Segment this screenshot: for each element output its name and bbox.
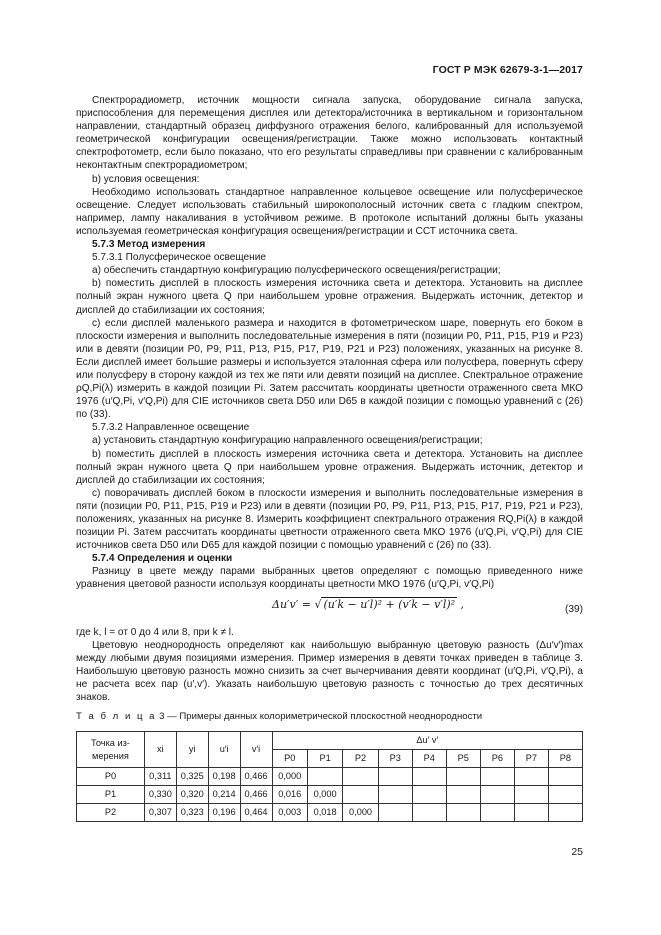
- row-label: P1: [77, 786, 145, 804]
- cell-d-p8: [548, 768, 582, 786]
- cell-d-p6: [480, 786, 514, 804]
- header-p5: P5: [446, 750, 480, 768]
- item-a-hemispherical: a) обеспечить стандартную конфигурацию полусферического освещения/регистрации;: [92, 265, 501, 277]
- cell-d-p1: [307, 768, 342, 786]
- paragraph-color-difference: Разницу в цвете между парами выбранных цветов определяют с помощью приведенного ниже уравнения цветовой разности используя координаты цветности МКО 1976 (u′Q,Pi, v′Q,Pi): [76, 566, 583, 591]
- header-p2: P2: [343, 750, 378, 768]
- cell-d-p8: [548, 804, 582, 822]
- cell-x: 0,330: [144, 786, 176, 804]
- cell-d-p7: [514, 804, 548, 822]
- header-y: yi: [176, 732, 208, 768]
- cell-d-p7: [514, 768, 548, 786]
- section-heading-5-7-3: 5.7.3 Метод измерения: [92, 239, 206, 251]
- header-u: u′i: [208, 732, 240, 768]
- item-c-hemispherical: c) если дисплей маленького размера и находится в фотометрическом шаре, повернуть его боком в плоскости измерения и выполнить последовательные измерения в пяти (позиции P0, P11, P15, P19 и P23) или в девяти (позиции P0, P9, P11, P13, P15, P17, P19, P21 и P23) положениях, указанных на рисунке 8. Если дисплей имеет большие размеры и используется эталонная сфера или полусфера, повернуть сферу или полусферу в сторону каждой из тех же пяти или девяти позиций на дисплее. Спектральное отражение ρQ,Pi(λ) измерить в каждой позиции Pi. Затем рассчитать координаты цветности отраженного света МКО 1976 (u′Q,Pi, v′Q,Pi) для CIE источников света D50 или D65 в каждой позиции с помощью уравнений с (26) по (33).: [76, 317, 583, 421]
- paragraph-lighting-conditions: b) условия освещения:: [92, 173, 200, 185]
- table-caption: [76, 710, 583, 723]
- cell-d-p2: [343, 786, 378, 804]
- equation-body: Δu′v′ = √ (u′k − u′l)² + (v′k − v′l)² ,: [272, 597, 465, 611]
- table-row: [77, 768, 583, 786]
- item-b-directional: b) поместить дисплей в плоскость измерения источника света и детектора. Установить на дисплее полный экран нужного цвета Q при наибольшем уровне отражения. Выдержать источник, детектор и дисплей до стабилизации их состояния;: [76, 448, 583, 486]
- cell-y: 0,323: [176, 804, 208, 822]
- cell-d-p4: [412, 768, 446, 786]
- equation-number: (39): [565, 603, 583, 615]
- cell-v: 0,466: [240, 786, 272, 804]
- header-delta-uv: Δu′ v′: [272, 732, 583, 750]
- cell-d-p6: [480, 768, 514, 786]
- cell-d-p3: [378, 786, 412, 804]
- cell-v: 0,464: [240, 804, 272, 822]
- paragraph-lighting-text: Необходимо использовать стандартное направленное кольцевое освещение или полусферическое освещение. Следует использовать стабильный широкополосный источник света с гладким спектром, например, лампу накаливания в устойчивом режиме. В протоколе испытаний должны быть указаны используемая геометрическая конфигурация освещения/регистрации и ССТ источника света.: [76, 186, 583, 237]
- table-header-row-1: [77, 732, 583, 750]
- cell-d-p3: [378, 804, 412, 822]
- item-a-directional: a) установить стандартную конфигурацию направленного освещения/регистрации;: [92, 435, 483, 447]
- equation-lhs: Δu′v′ =: [272, 597, 311, 611]
- cell-d-p6: [480, 804, 514, 822]
- cell-v: 0,466: [240, 768, 272, 786]
- paragraph-nonuniformity: Цветовую неоднородность определяют как наибольшую выбранную цветовую разность (Δu′v′)max между любыми двумя позициями измерения. Пример измерения в девяти точках приведен в таблице 3. Наибольшую цветовую разность можно снизить за счет вычерчивания девяти координат (u′Q,Pi, v′Q,Pi), а не расчета всех пар (u′,v′). Указать наибольшую цветовую разность с точностью до трех десятичных знаков.: [76, 639, 583, 704]
- cell-d-p8: [548, 786, 582, 804]
- header-p3: P3: [378, 750, 412, 768]
- cell-d-p5: [446, 786, 480, 804]
- header-p7: P7: [514, 750, 548, 768]
- document-body: [76, 94, 583, 822]
- cell-d-p7: [514, 786, 548, 804]
- subsection-5-7-3-1: 5.7.3.1 Полусферическое освещение: [92, 252, 266, 264]
- header-x: xi: [144, 732, 176, 768]
- cell-d-p4: [412, 786, 446, 804]
- header-v: v′i: [240, 732, 272, 768]
- row-label: P2: [77, 804, 145, 822]
- cell-d-p5: [446, 768, 480, 786]
- table-caption-label: Т а б л и ц а: [76, 711, 157, 723]
- equation-rhs: (u′k − u′l)² + (v′k − v′l)²: [323, 597, 456, 611]
- paragraph-equipment: Спектрорадиометр, источник мощности сигнала запуска, оборудование сигнала запуска, приспособления для перемещения дисплея или детектора/источника в вертикальном и горизонтальном направлении, стандартный образец диффузного отражения белого, калиброванный для используемой геометрической конфигурации освещения/регистрации. Также можно использовать контактный спектрофотометр, если было показано, что его результаты справедливы при сравнении с калиброванным неконтактным спектрорадиометром;: [76, 95, 583, 172]
- table-row: [77, 804, 583, 822]
- equation-39: [76, 595, 583, 623]
- cell-x: 0,307: [144, 804, 176, 822]
- cell-d-p4: [412, 804, 446, 822]
- row-label: P0: [77, 768, 145, 786]
- cell-d-p1: 0,000: [307, 786, 342, 804]
- header-p4: P4: [412, 750, 446, 768]
- cell-d-p0: 0,003: [272, 804, 307, 822]
- table-caption-text: 3 — Примеры данных колориметрической плоскостной неоднородности: [159, 711, 483, 723]
- cell-d-p0: 0,016: [272, 786, 307, 804]
- header-p1: P1: [307, 750, 342, 768]
- cell-d-p2: [343, 768, 378, 786]
- cell-x: 0,311: [144, 768, 176, 786]
- section-heading-5-7-4: 5.7.4 Определения и оценки: [92, 553, 233, 565]
- cell-u: 0,198: [208, 768, 240, 786]
- item-c-directional: c) поворачивать дисплей боком в плоскости измерения и выполнить последовательные измерения в пяти (позиции P0, P11, P15, P19 и P23) или в девяти (позиции P0, P9, P11, P13, P15, P17, P19, P21 и P23), положениях, указанных на рисунке 8. Измерить коэффициент спектрального отражения RQ,Pi(λ) в каждой позиции Pi. Затем рассчитать координаты цветности отраженного света МКО 1976 (u′Q,Pi, v′Q,Pi) для CIE источников света D50 или D65 для каждой позиции с помощью уравнений с (26) по (33).: [76, 487, 583, 552]
- paragraph-where: где k, l = от 0 до 4 или 8, при k ≠ l.: [76, 626, 234, 638]
- cell-d-p3: [378, 768, 412, 786]
- header-measurement-point: Точка из-мерения: [77, 732, 145, 768]
- cell-d-p1: 0,018: [307, 804, 342, 822]
- item-b-hemispherical: b) поместить дисплей в плоскость измерения источника света и детектора. Установить на дисплее полный экран нужного цвета Q при наибольшем уровне отражения. Выдержать источник, детектор и дисплей до стабилизации их состояния;: [76, 278, 583, 316]
- cell-y: 0,325: [176, 768, 208, 786]
- cell-u: 0,196: [208, 804, 240, 822]
- cell-u: 0,214: [208, 786, 240, 804]
- document-header: ГОСТ Р МЭК 62679-3-1—2017: [432, 64, 583, 76]
- page-number: 25: [571, 846, 583, 858]
- header-p0: P0: [272, 750, 307, 768]
- subsection-5-7-3-2: 5.7.3.2 Направленное освещение: [92, 422, 250, 434]
- cell-d-p0: 0,000: [272, 768, 307, 786]
- cell-y: 0,320: [176, 786, 208, 804]
- cell-d-p5: [446, 804, 480, 822]
- table-row: [77, 786, 583, 804]
- cell-d-p2: 0,000: [343, 804, 378, 822]
- data-table: [76, 731, 583, 822]
- header-p8: P8: [548, 750, 582, 768]
- header-p6: P6: [480, 750, 514, 768]
